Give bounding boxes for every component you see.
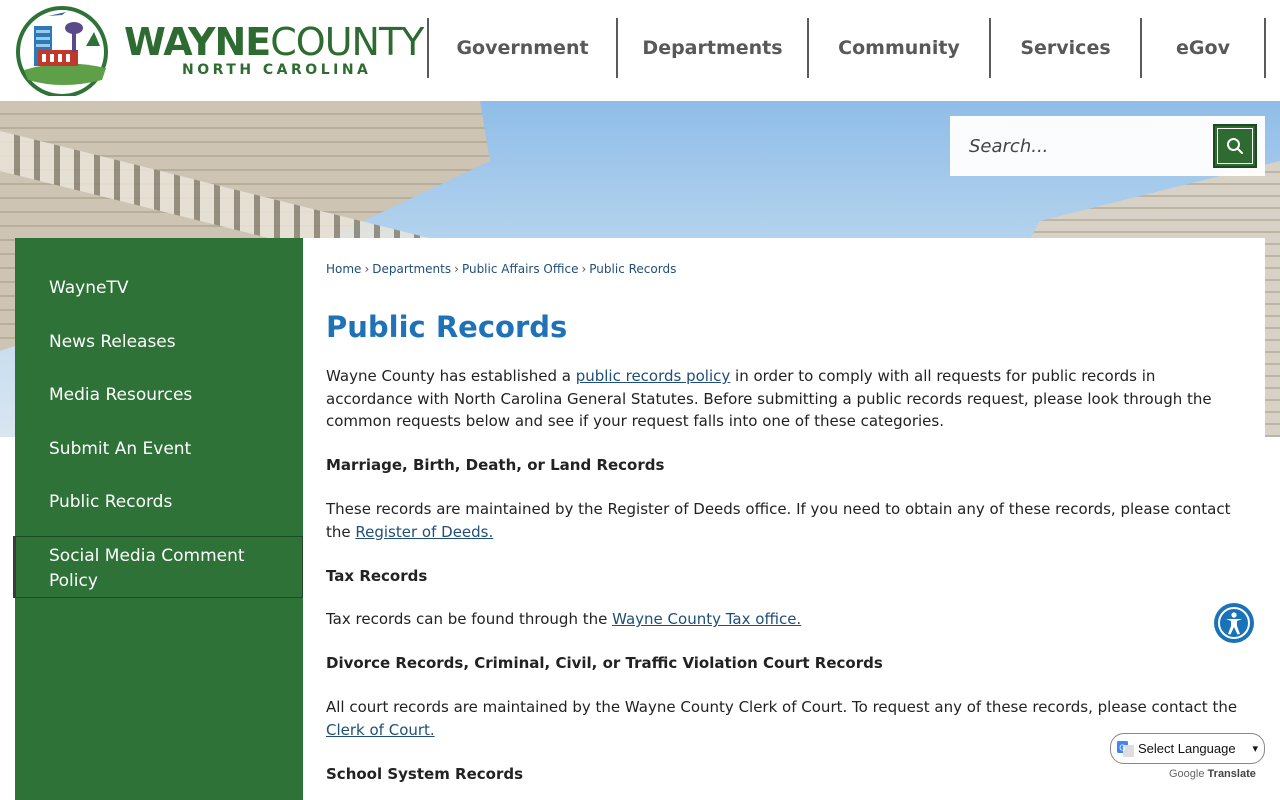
tax-office-link[interactable]: Wayne County Tax office. [612, 610, 802, 628]
powered-by-google: Google [1169, 768, 1205, 780]
breadcrumb-public-affairs-office[interactable]: Public Affairs Office [461, 262, 579, 276]
section-heading-tax-records: Tax Records [326, 567, 428, 585]
sidebar-item-news-releases[interactable]: News Releases [49, 332, 176, 352]
county-emblem-icon [14, 6, 114, 96]
register-of-deeds-link[interactable]: Register of Deeds. [355, 522, 494, 541]
vital-records-paragraph [326, 498, 1241, 543]
site-header [0, 0, 1280, 101]
court-records-paragraph [326, 696, 1241, 741]
intro-text-end: in order to comply with all requests for public records in accordance with North Carolina General Statutes. Before submitting a public records request, please look through the common requests below and see if your request falls into one of these categories. [326, 367, 1212, 430]
nav-departments[interactable]: Departments [616, 18, 807, 78]
intro-text-start: Wayne County has established a [326, 367, 576, 385]
powered-by-google-translate[interactable] [1169, 768, 1256, 780]
search-button-frame [1217, 128, 1253, 164]
accessibility-icon [1217, 606, 1251, 640]
logo-county: COUNTY [270, 20, 424, 64]
breadcrumb-home[interactable]: Home [326, 262, 362, 276]
sidebar-nav [15, 238, 303, 800]
google-translate-icon [1117, 741, 1135, 757]
vital-records-text: These records are maintained by the Register of Deeds office. If you need to obtain any of these records, please contact the [326, 500, 1231, 541]
search-box [950, 116, 1265, 176]
section-heading-vital-records: Marriage, Birth, Death, or Land Records [326, 456, 665, 474]
main-content [303, 238, 1265, 800]
nav-egov[interactable]: eGov [1140, 18, 1266, 78]
tax-records-paragraph [326, 608, 1241, 631]
public-records-policy-link[interactable]: public records policy [575, 367, 731, 385]
search-icon [1226, 137, 1244, 155]
logo-wayne: WAYNE [124, 20, 271, 64]
intro-paragraph [326, 365, 1241, 433]
nav-services[interactable]: Services [989, 18, 1140, 78]
breadcrumb [326, 262, 676, 276]
sidebar-item-media-resources[interactable]: Media Resources [49, 385, 193, 405]
tax-records-text: Tax records can be found through the [326, 610, 613, 628]
breadcrumb-separator: › [581, 262, 587, 276]
language-select[interactable] [1110, 733, 1265, 764]
nav-government[interactable]: Government [427, 18, 616, 78]
section-heading-court-records: Divorce Records, Criminal, Civil, or Traffic Violation Court Records [326, 654, 883, 672]
logo-wordmark [124, 20, 423, 64]
clerk-of-court-link[interactable]: Clerk of Court. [326, 720, 435, 739]
breadcrumb-departments[interactable]: Departments [372, 262, 452, 276]
chevron-down-icon: ▾ [1252, 743, 1258, 755]
court-records-text: All court records are maintained by the Wayne County Clerk of Court. To request any of these records, please contact the [326, 698, 1238, 716]
section-heading-school-records: School System Records [326, 765, 524, 783]
search-input[interactable] [950, 116, 1210, 176]
sidebar-item-public-records[interactable]: Public Records [49, 492, 173, 512]
breadcrumb-separator: › [454, 262, 459, 276]
search-button[interactable] [1213, 124, 1257, 168]
sidebar-item-submit-an-event[interactable]: Submit An Event [49, 439, 192, 459]
powered-by-translate: Translate [1207, 768, 1256, 780]
accessibility-button[interactable] [1214, 603, 1254, 643]
breadcrumb-separator: › [364, 262, 370, 276]
logo-subtitle: NORTH CAROLINA [182, 62, 372, 78]
page-title: Public Records [326, 310, 568, 344]
nav-community[interactable]: Community [807, 18, 989, 78]
sidebar-item-social-media-comment-policy[interactable]: Social Media Comment Policy [49, 546, 245, 591]
sidebar-item-waynetv[interactable]: WayneTV [49, 278, 129, 298]
county-logo[interactable] [14, 6, 424, 96]
main-nav [427, 18, 1266, 78]
language-select-label: Select Language [1138, 741, 1236, 756]
svg-text:G: G [1119, 743, 1126, 752]
breadcrumb-current-page[interactable]: Public Records [589, 262, 677, 276]
